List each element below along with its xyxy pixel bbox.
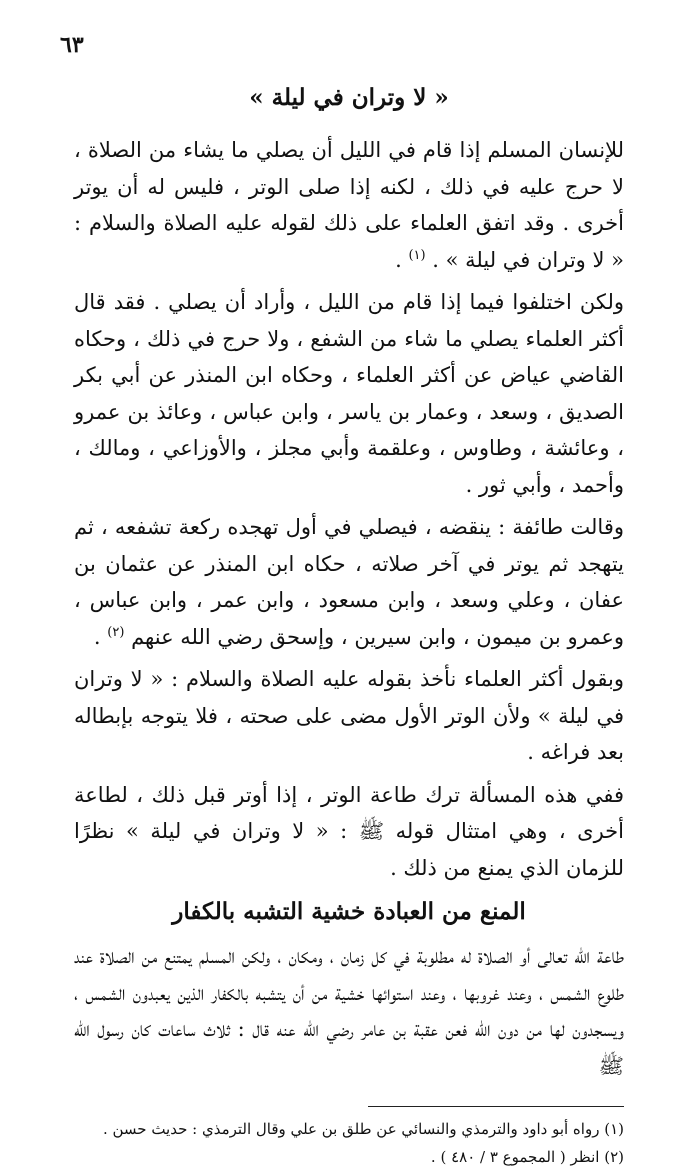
footnote-ref: (١) <box>408 247 426 263</box>
page-number: ٦٣ <box>60 32 84 58</box>
paragraph-end: . <box>395 247 402 272</box>
paragraph-text: ففي هذه المسألة ترك طاعة الوتر ، إذا أوتر قبل ذلك ، لطاعة أخرى ، وهي امتثال قوله ﷺ : « لا وتران في ليلة » نظرًا للزمان الذي يمنع من ذلك . <box>74 782 624 880</box>
paragraph <box>74 777 624 887</box>
section-heading: المنع من العبادة خشية التشبه بالكفار <box>172 898 526 925</box>
paragraph-end: . <box>93 624 101 649</box>
paragraph-text: ولكن اختلفوا فيما إذا قام من الليل ، وأراد أن يصلي . فقد قال أكثر العلماء يصلي ما شاء من الشفع ، ولا حرج في ذلك ، وحكاه القاضي عياض عن أكثر العلماء ، وحكاه ابن المنذر عن أبي بكر الصديق ، وسعد ، وعمار بن ياسر ، وابن عباس ، وعائذ بن عمرو ، وعائشة ، وطاوس ، وعلقمة وأبي مجلز ، والأوزاعي ، ومالك ، وأحمد ، وأبي ثور . <box>74 290 624 497</box>
footnotes <box>74 1115 624 1171</box>
paragraph <box>74 938 624 1084</box>
footnote-ref: (٢) <box>107 624 125 640</box>
paragraph-text: وبقول أكثر العلماء نأخذ بقوله عليه الصلاة والسلام : « لا وتران في ليلة » ولأن الوتر الأول مضى على صحته ، فلا يتوجه بإبطاله بعد فراغه . <box>74 667 624 764</box>
paragraph <box>74 509 624 655</box>
paragraph <box>74 284 624 503</box>
paragraph-text: وقالت طائفة : ينقضه ، فيصلي في أول تهجده ركعة تشفعه ، ثم يتهجد ثم يوتر في آخر صلاته ، حكاه ابن المنذر عن عثمان بن عفان ، وعلي وسعد ، وابن مسعود ، وابن عمر ، وابن عباس ، وعمرو بن ميمون ، وابن سيرين ، وإسحق رضي الله عنهم <box>74 515 624 649</box>
body-section-2 <box>74 938 624 1084</box>
body-section-1 <box>74 132 624 886</box>
paragraph <box>74 661 624 771</box>
page-content <box>74 80 624 1171</box>
footnote: (٢) انظر ( المجموع ٣ / ٤٨٠ ) . <box>430 1148 624 1166</box>
paragraph-text: طاعة الله تعالى أو الصلاة له مطلوبة في كل زمان ، ومكان ، ولكن المسلم يمتنع من الصلاة عند طلوع الشمس ، وعند غروبها ، وعند استوائها خشية من أن يتشبه بالكفار الذين يعبدون الشمس ، ويسجدون لها من دون الله فعن عقبة بن عامر رضي الله عنه قال : ثلاث ساعات كان رسول الله ﷺ <box>74 944 624 1078</box>
footnote-divider <box>368 1106 624 1107</box>
chapter-heading: « لا وتران في ليلة » <box>249 84 449 111</box>
paragraph <box>74 132 624 278</box>
footnote: (١) رواه أبو داود والترمذي والنسائي عن طلق بن علي وقال الترمذي : حديث حسن . <box>102 1120 624 1138</box>
paragraph-text: للإنسان المسلم إذا قام في الليل أن يصلي ما يشاء من الصلاة ، لا حرج عليه في ذلك ، لكنه إذا صلى الوتر ، فليس له أن يوتر أخرى . وقد اتفق العلماء على ذلك لقوله عليه الصلاة والسلام : « لا وتران في ليلة » . <box>74 138 624 272</box>
